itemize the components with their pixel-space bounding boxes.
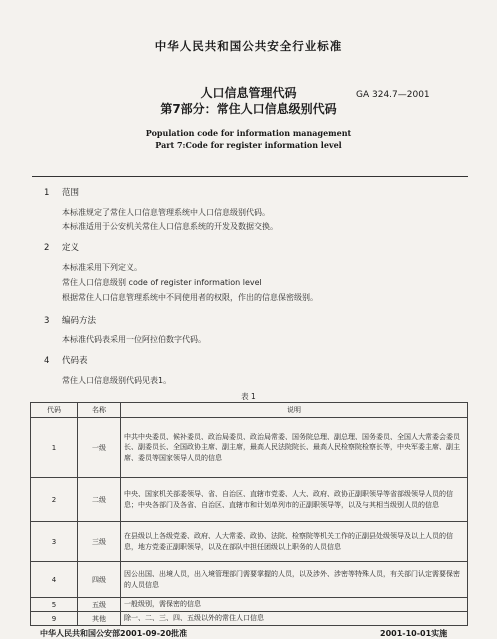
section-paragraph: 本标准适用于公安机关常住人口信息系统的开发及数据交换。 <box>62 222 278 231</box>
issue-date: 中华人民共和国公安部2001-09-20批准 <box>40 629 188 638</box>
section-heading <box>44 241 79 253</box>
description-cell: 除一、二、三、四、五级以外的常住人口信息 <box>121 612 468 626</box>
table-row <box>31 612 468 626</box>
section-title: 代码表 <box>62 356 88 366</box>
code-cell: 2 <box>31 478 78 522</box>
section-title: 范围 <box>62 188 80 198</box>
code-cell: 3 <box>31 522 78 562</box>
section-number: 2 <box>44 243 50 253</box>
description-cell: 中共中央委员、候补委员、政治局委员、政治局常委、国务院总理、副总理、国务委员、全国人大常委会委员长、副委员长、全国政协主席、副主席，最高人民法院院长、最高人民检察院检察长等，中央军委主席、副主席、委员等国家领导人员的信息 <box>121 418 468 478</box>
table-row <box>31 522 468 562</box>
name-cell: 四级 <box>78 562 121 598</box>
header-code: 代码 <box>31 403 78 418</box>
english-subtitle: Part 7:Code for register information level <box>155 140 342 150</box>
section-number: 4 <box>44 356 50 366</box>
english-title: Population code for information management <box>145 128 352 138</box>
section-heading <box>44 186 79 198</box>
name-cell: 三级 <box>78 522 121 562</box>
description-cell: 因公出国、出境人员，出入境管理部门需要掌握的人员，以及涉外、涉密等特殊人员，有关部门认定需要保密的人员信息 <box>121 562 468 598</box>
section-title: 定义 <box>62 243 80 253</box>
standard-number: GA 324.7—2001 <box>356 90 430 100</box>
section-title: 编码方法 <box>62 316 97 326</box>
section-heading <box>44 314 96 326</box>
name-cell: 五级 <box>78 598 121 612</box>
table-title: 表 1 <box>241 392 256 401</box>
name-cell: 一级 <box>78 418 121 478</box>
code-cell: 9 <box>31 612 78 626</box>
section-paragraph: 本标准规定了常住人口信息管理系统中人口信息级别代码。 <box>62 208 270 217</box>
description-cell: 中央、国家机关部委领导、省、自治区、直辖市党委、人大、政府、政协正副职领导等省部级领导人员的信息；中央各部门及各省、自治区、直辖市和计划单列市的正副职领导等，以及与其相当级别人员的信息 <box>121 478 468 522</box>
name-cell: 其他 <box>78 612 121 626</box>
header-divider <box>32 176 468 177</box>
section-number: 3 <box>44 316 50 326</box>
section-paragraph: 本标准采用下列定义。 <box>62 263 142 272</box>
header-description: 说明 <box>121 403 468 418</box>
table-header-row <box>31 403 468 418</box>
code-cell: 5 <box>31 598 78 612</box>
section-paragraph: 常住人口信息级别代码见表1。 <box>62 376 172 385</box>
code-cell: 4 <box>31 562 78 598</box>
section-paragraph: 本标准代码表采用一位阿拉伯数字代码。 <box>62 335 206 344</box>
header-name: 名称 <box>78 403 121 418</box>
implement-date: 2001-10-01实施 <box>380 629 448 638</box>
code-cell: 1 <box>31 418 78 478</box>
table-row <box>31 418 468 478</box>
table-row <box>31 478 468 522</box>
document-title: 人口信息管理代码 <box>200 86 297 100</box>
table-row <box>31 598 468 612</box>
document-subtitle: 第7部分：常住人口信息级别代码 <box>160 102 337 116</box>
section-paragraph: 常住人口信息级别 code of register information level <box>62 278 262 287</box>
name-cell: 二级 <box>78 478 121 522</box>
description-cell: 一般级别，需保密的信息 <box>121 598 468 612</box>
section-paragraph: 根据常住人口信息管理系统中不同使用者的权限，作出的信息保密级别。 <box>62 293 318 302</box>
description-cell: 在县级以上各级党委、政府、人大常委、政协、法院、检察院等机关工作的正副县处级领导及以上人员的信息，地方党委正副职领导，以及在部队中担任团级以上职务的人员信息 <box>121 522 468 562</box>
section-heading <box>44 354 88 366</box>
level-code-table <box>30 402 468 626</box>
section-number: 1 <box>44 188 50 198</box>
table-row <box>31 562 468 598</box>
standard-type-header: 中华人民共和国公共安全行业标准 <box>154 39 343 53</box>
